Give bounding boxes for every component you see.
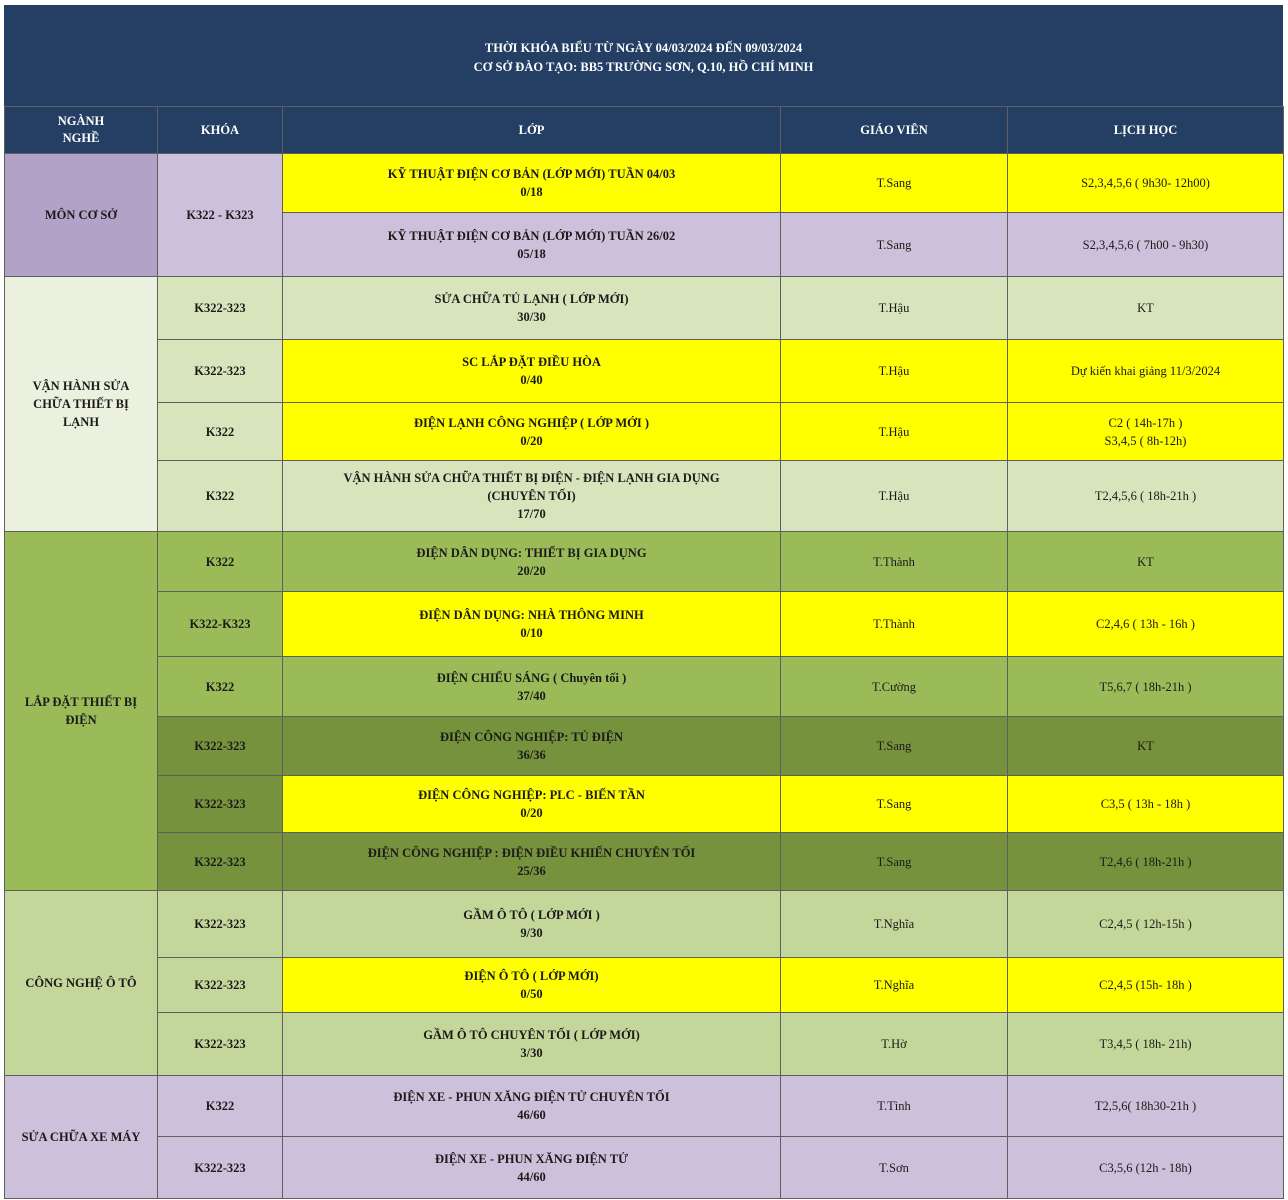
khoa-cell: K322-323 — [158, 717, 283, 776]
class-enrollment: 05/18 — [517, 246, 546, 261]
class-enrollment: 30/30 — [517, 310, 546, 324]
class-enrollment: 3/30 — [520, 1046, 543, 1060]
schedule-cell: T3,4,5 ( 18h- 21h) — [1008, 1013, 1284, 1076]
class-cell — [283, 403, 781, 461]
khoa-cell: K322-323 — [158, 891, 283, 958]
table-row — [5, 1137, 1284, 1199]
class-enrollment: 25/36 — [517, 863, 546, 878]
khoa-cell: K322 — [158, 1076, 283, 1137]
table-row — [5, 340, 1284, 403]
teacher-cell: T.Hậu — [781, 277, 1008, 340]
khoa-cell: K322-323 — [158, 1013, 283, 1076]
class-name: ĐIỆN CÔNG NGHIỆP: TỦ ĐIỆN — [439, 730, 624, 744]
class-cell — [283, 958, 781, 1013]
class-cell — [283, 532, 781, 592]
khoa-cell: K322-323 — [158, 340, 283, 403]
class-cell — [283, 1013, 781, 1076]
class-name: ĐIỆN DÂN DỤNG: THIẾT BỊ GIA DỤNG — [416, 545, 647, 560]
khoa-cell: K322 — [158, 403, 283, 461]
schedule-cell: C2,4,6 ( 13h - 16h ) — [1008, 592, 1284, 657]
class-name: ĐIỆN XE - PHUN XĂNG ĐIỆN TỬ CHUYÊN TỐI — [393, 1090, 670, 1104]
class-cell — [283, 776, 781, 833]
col-header-giao-vien: GIÁO VIÊN — [781, 107, 1008, 154]
class-enrollment: 0/18 — [520, 185, 543, 199]
class-cell — [283, 1137, 781, 1199]
khoa-cell: K322 — [158, 461, 283, 532]
col-header-khoa: KHÓA — [158, 107, 283, 154]
class-name-suffix: (CHUYÊN TỐI) — [487, 489, 576, 503]
class-enrollment: 20/20 — [517, 563, 546, 578]
teacher-cell: T.Hậu — [781, 403, 1008, 461]
table-row — [5, 461, 1284, 532]
class-cell — [283, 833, 781, 891]
schedule-table — [4, 106, 1284, 1199]
khoa-cell: K322-323 — [158, 958, 283, 1013]
schedule-cell: KT — [1008, 277, 1284, 340]
schedule-cell: C3,5 ( 13h - 18h ) — [1008, 776, 1284, 833]
schedule-title-banner — [4, 5, 1283, 106]
table-row — [5, 891, 1284, 958]
teacher-cell: T.Sang — [781, 833, 1008, 891]
class-enrollment: 0/10 — [520, 626, 543, 640]
class-name: GẦM Ô TÔ CHUYÊN TỐI ( LỚP MỚI) — [423, 1028, 640, 1042]
class-name: SC LẮP ĐẶT ĐIỀU HÒA — [462, 355, 601, 369]
teacher-cell: T.Sơn — [781, 1137, 1008, 1199]
teacher-cell: T.Thành — [781, 592, 1008, 657]
teacher-cell: T.Sang — [781, 776, 1008, 833]
schedule-cell: S2,3,4,5,6 ( 9h30- 12h00) — [1008, 154, 1284, 213]
schedule-cell: C2,4,5 (15h- 18h ) — [1008, 958, 1284, 1013]
class-name: ĐIỆN CHIẾU SÁNG ( Chuyên tối ) — [436, 670, 627, 685]
class-cell — [283, 277, 781, 340]
class-cell — [283, 154, 781, 213]
class-name: GẦM Ô TÔ ( LỚP MỚI ) — [463, 908, 600, 922]
schedule-cell: C2 ( 14h-17h ) S3,4,5 ( 8h-12h) — [1008, 403, 1284, 461]
teacher-cell: T.Cường — [781, 657, 1008, 717]
class-enrollment: 44/60 — [517, 1169, 546, 1184]
class-name: ĐIỆN CÔNG NGHIỆP : ĐIỆN ĐIỀU KHIỂN CHUYÊN TỐI — [367, 845, 696, 860]
header-row — [5, 107, 1284, 154]
teacher-cell: T.Nghĩa — [781, 958, 1008, 1013]
schedule-cell: Dự kiến khai giảng 11/3/2024 — [1008, 340, 1284, 403]
class-name: KỸ THUẬT ĐIỆN CƠ BẢN (LỚP MỚI) TUẦN 04/03 — [387, 167, 676, 181]
khoa-cell: K322-323 — [158, 776, 283, 833]
table-row — [5, 403, 1284, 461]
class-enrollment: 37/40 — [517, 688, 546, 703]
teacher-cell: T.Nghĩa — [781, 891, 1008, 958]
class-name: KỸ THUẬT ĐIỆN CƠ BẢN (LỚP MỚI) TUẦN 26/02 — [387, 228, 676, 243]
khoa-cell: K322 - K323 — [158, 154, 283, 277]
class-cell — [283, 592, 781, 657]
table-row — [5, 833, 1284, 891]
table-row — [5, 1076, 1284, 1137]
teacher-cell: T.Hờ — [781, 1013, 1008, 1076]
class-cell — [283, 891, 781, 958]
group-lap-dat-thiet-bi-dien: LẮP ĐẶT THIẾT BỊ ĐIỆN — [5, 532, 158, 891]
class-name: ĐIỆN CÔNG NGHIỆP: PLC - BIẾN TẦN — [418, 788, 645, 802]
teacher-cell: T.Thành — [781, 532, 1008, 592]
class-enrollment: 9/30 — [520, 926, 543, 940]
khoa-cell: K322-323 — [158, 1137, 283, 1199]
teacher-cell: T.Hậu — [781, 340, 1008, 403]
khoa-cell: K322-323 — [158, 833, 283, 891]
group-sua-chua-xe-may: SỬA CHỮA XE MÁY — [5, 1076, 158, 1199]
schedule-cell: C3,5,6 (12h - 18h) — [1008, 1137, 1284, 1199]
class-enrollment: 0/40 — [520, 373, 543, 387]
class-cell — [283, 461, 781, 532]
class-name: ĐIỆN DÂN DỤNG: NHÀ THÔNG MINH — [419, 608, 644, 622]
teacher-cell: T.Sang — [781, 213, 1008, 277]
class-name: SỬA CHỮA TỦ LẠNH ( LỚP MỚI) — [434, 292, 629, 306]
khoa-cell: K322-K323 — [158, 592, 283, 657]
khoa-cell: K322 — [158, 532, 283, 592]
schedule-cell: KT — [1008, 532, 1284, 592]
class-cell — [283, 717, 781, 776]
col-header-nganh: NGÀNH NGHỀ — [5, 107, 158, 154]
table-row — [5, 717, 1284, 776]
col-header-lop: LỚP — [283, 107, 781, 154]
schedule-cell: T5,6,7 ( 18h-21h ) — [1008, 657, 1284, 717]
table-row — [5, 532, 1284, 592]
teacher-cell: T.Hậu — [781, 461, 1008, 532]
table-row — [5, 277, 1284, 340]
schedule-cell: KT — [1008, 717, 1284, 776]
class-cell — [283, 340, 781, 403]
class-enrollment: 36/36 — [517, 748, 546, 762]
class-cell — [283, 213, 781, 277]
table-row — [5, 776, 1284, 833]
class-enrollment: 0/20 — [520, 433, 543, 448]
class-enrollment: 46/60 — [517, 1108, 546, 1122]
class-name: ĐIỆN XE - PHUN XĂNG ĐIỆN TỬ — [434, 1151, 629, 1166]
table-row — [5, 1013, 1284, 1076]
schedule-cell: T2,4,6 ( 18h-21h ) — [1008, 833, 1284, 891]
group-cong-nghe-o-to: CÔNG NGHỆ Ô TÔ — [5, 891, 158, 1076]
group-van-hanh-sua-chua-thiet-bi-lanh: VẬN HÀNH SỬA CHỮA THIẾT BỊ LẠNH — [5, 277, 158, 532]
title-date-range: THỜI KHÓA BIỂU TỪ NGÀY 04/03/2024 ĐẾN 09/03/2024 — [484, 41, 803, 55]
title-campus: CƠ SỞ ĐÀO TẠO: BB5 TRƯỜNG SƠN, Q.10, HỒ CHÍ MINH — [473, 60, 814, 74]
schedule-cell: S2,3,4,5,6 ( 7h00 - 9h30) — [1008, 213, 1284, 277]
table-row — [5, 958, 1284, 1013]
class-cell — [283, 657, 781, 717]
class-enrollment: 0/20 — [520, 806, 543, 820]
class-name: ĐIỆN LẠNH CÔNG NGHIỆP ( LỚP MỚI ) — [413, 415, 650, 430]
khoa-cell: K322-323 — [158, 277, 283, 340]
group-mon-co-so: MÔN CƠ SỞ — [5, 154, 158, 277]
teacher-cell: T.Sang — [781, 717, 1008, 776]
class-enrollment: 17/70 — [517, 507, 546, 521]
table-row — [5, 592, 1284, 657]
class-name: ĐIỆN Ô TÔ ( LỚP MỚI) — [464, 969, 599, 983]
table-row — [5, 154, 1284, 213]
khoa-cell: K322 — [158, 657, 283, 717]
col-header-lich-hoc: LỊCH HỌC — [1008, 107, 1284, 154]
teacher-cell: T.Tình — [781, 1076, 1008, 1137]
class-name: VẬN HÀNH SỬA CHỮA THIẾT BỊ ĐIỆN - ĐIỆN LẠNH GIA DỤNG — [343, 471, 720, 485]
schedule-cell: T2,4,5,6 ( 18h-21h ) — [1008, 461, 1284, 532]
class-cell — [283, 1076, 781, 1137]
schedule-cell: T2,5,6( 18h30-21h ) — [1008, 1076, 1284, 1137]
teacher-cell: T.Sang — [781, 154, 1008, 213]
schedule-cell: C2,4,5 ( 12h-15h ) — [1008, 891, 1284, 958]
table-row — [5, 657, 1284, 717]
class-enrollment: 0/50 — [520, 987, 543, 1001]
